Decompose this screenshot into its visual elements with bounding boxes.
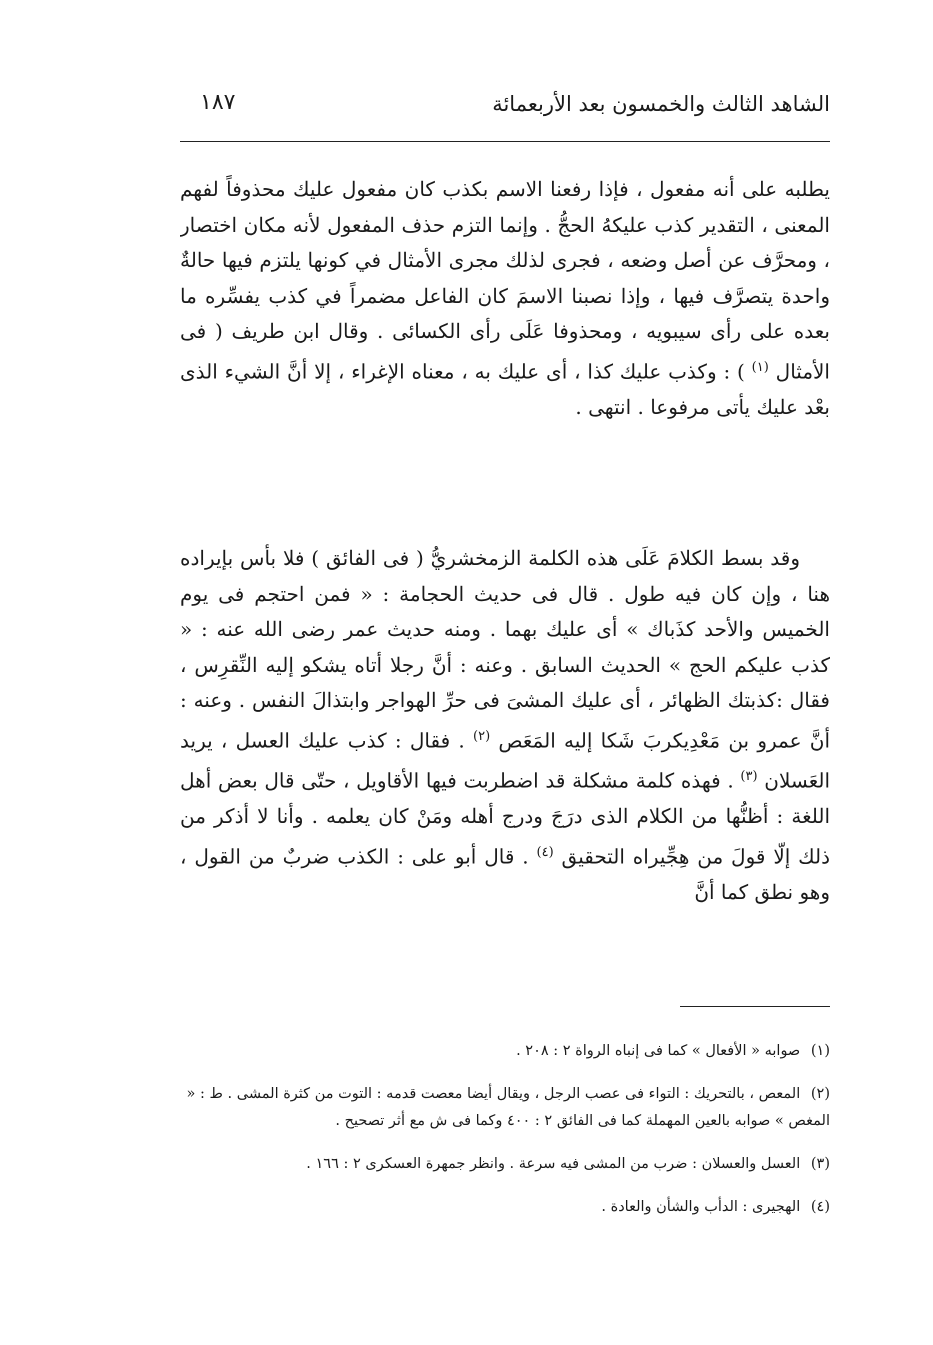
main-text bbox=[180, 172, 830, 971]
paragraph-2-text-c: . فهذه كلمة مشكلة قد اضطربت فيها الأقاويل ، حتّى قال بعض أهل اللغة : أظنُّها من الكلام الذى درَجَ ودرج أهله ومَنْ كان يعلمه . وأنا لا أذكر من ذلك إلّا قولَ من هِجِّيراه التحقيق bbox=[180, 768, 830, 869]
footnote-2 bbox=[180, 1081, 830, 1135]
paragraph-2 bbox=[180, 541, 830, 971]
footnote-ref-2: (٢) bbox=[473, 728, 491, 744]
paragraph-2-text-d: . قال أبو على : الكذب ضربٌ من القول ، وهو نطق كما أنَّ bbox=[180, 844, 830, 905]
footnote-number: (٢) bbox=[810, 1086, 830, 1102]
footnote-ref-4: (٤) bbox=[536, 845, 554, 861]
page-number: ١٨٧ bbox=[200, 90, 236, 115]
footnote-text: صوابه « الأفعال » كما فى إنباه الرواة ٢ : ٢٠٨ . bbox=[516, 1043, 801, 1059]
footnotes bbox=[180, 1038, 830, 1237]
footnote-number: (٤) bbox=[810, 1199, 830, 1215]
footnote-ref-3: (٣) bbox=[740, 769, 758, 785]
running-title: الشاهد الثالث والخمسون بعد الأربعمائة bbox=[492, 92, 830, 116]
footnote-divider bbox=[680, 1006, 830, 1007]
paragraph-2-text-b: . فقال : كذب عليك العسل ، يريد العَسلان bbox=[180, 728, 830, 793]
page-header bbox=[180, 88, 830, 128]
footnote-text: الهجيرى : الدأب والشأن والعادة . bbox=[601, 1199, 801, 1215]
paragraph-2-text-a: وقد بسط الكلامَ عَلَى هذه الكلمة الزمخشريُّ ( فى الفائق ) فلا بأس بإيراده هنا ، وإن كان فيه طول . قال فى حديث الحجامة : « فمن احتجم فى يوم الخميس والأحد كذَباك » أى عليك بهما . ومنه حديث عمر رضى الله عنه : « كذب عليكم الحج » الحديث السابق . وعنه : أنَّ رجلا أتاه يشكو إليه النِّقرِس ، فقال :كذبتك الظهائر ، أى عليك المشىَ فى حرِّ الهواجر وابتذالَ النفس . وعنه : أنَّ عمرو بن مَعْدِيكربَ شَكا إليه المَعَص bbox=[180, 546, 830, 753]
paragraph-1 bbox=[180, 172, 830, 527]
footnote-number: (١) bbox=[810, 1043, 830, 1059]
footnote-4 bbox=[180, 1194, 830, 1221]
paragraph-1-text-end: ) : وكذب عليك كذا ، أى عليك به ، معناه الإغراء ، إلا أنَّ الشيء الذى بعْد عليك يأتى مرفوعا . انتهى . bbox=[180, 359, 830, 420]
paragraph-1-text: يطلبه على أنه مفعول ، فإذا رفعنا الاسم بكذب كان مفعول عليك محذوفاً لفهم المعنى ، التقدير كذب عليكهُ الحجُّ . وإنما التزم حذف المفعول لأنه مكان اختصار ، ومحرَّف عن أصل وضعه ، فجرى لذلك مجرى الأمثال في كونها يلتزم فيها حالةٌ واحدة يتصرَّف فيها ، وإذا نصبنا الاسمَ كان الفاعل مضمراً في كذب يفسِّره ما بعده على رأى سيبويه ، ومحذوفا عَلَى رأى الكسائى . وقال ابن طريف ( فى الأمثال bbox=[180, 177, 830, 384]
header-divider bbox=[180, 141, 830, 142]
footnote-3 bbox=[180, 1151, 830, 1178]
footnote-number: (٣) bbox=[810, 1156, 830, 1172]
footnote-text: المعص ، بالتحريك : التواء فى عصب الرجل ، ويقال أيضا معصت قدمه : التوت من كثرة المشى . ط : « المغص » صوابه بالعين المهملة كما فى الفائق ٢ : ٤٠٠ وكما فى ش مع أثر تصحيح . bbox=[186, 1086, 830, 1129]
footnote-text: العسل والعسلان : ضرب من المشى فيه سرعة . وانظر جمهرة العسكرى ٢ : ١٦٦ . bbox=[306, 1156, 801, 1172]
footnote-1 bbox=[180, 1038, 830, 1065]
footnote-ref-1: (١) bbox=[751, 359, 769, 375]
